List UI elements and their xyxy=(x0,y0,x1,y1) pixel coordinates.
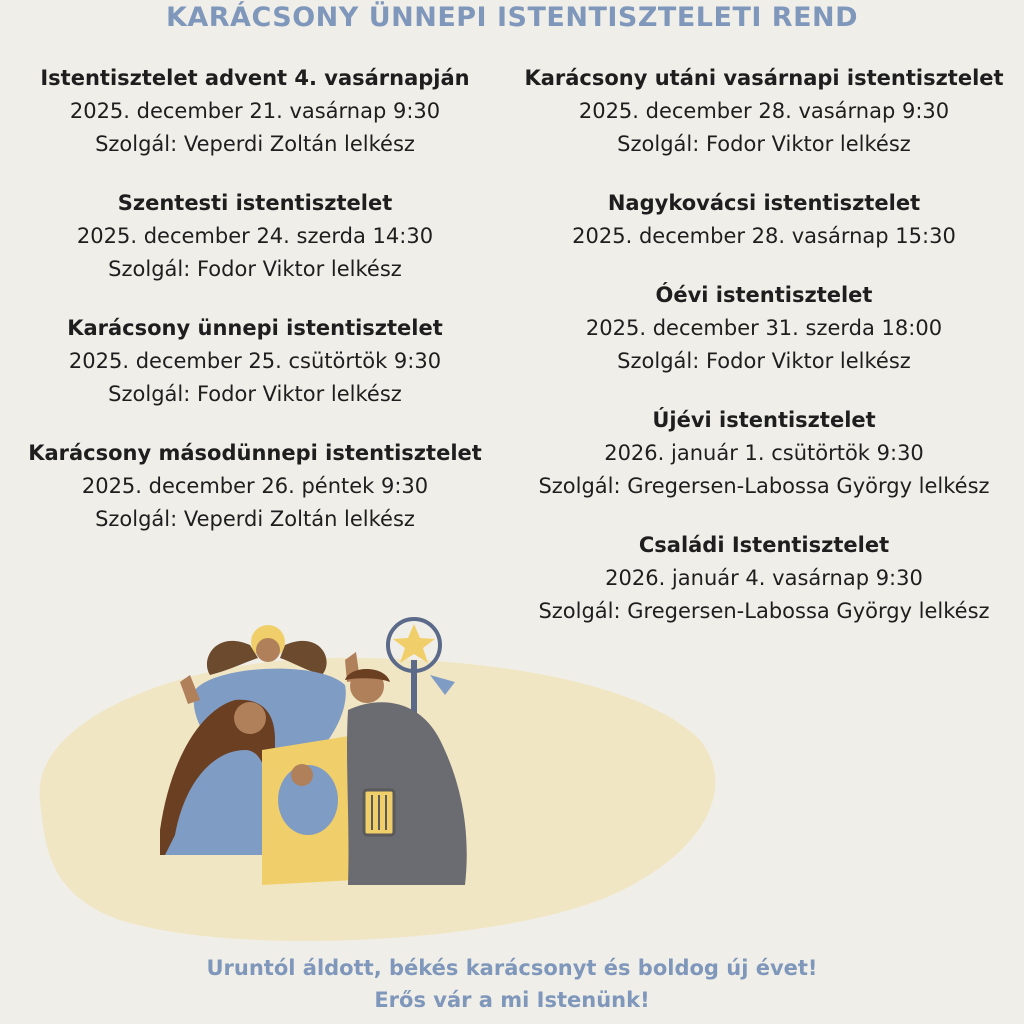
event-name: Karácsony másodünnepi istentisztelet xyxy=(28,441,482,465)
event-minister: Szolgál: Veperdi Zoltán lelkész xyxy=(95,507,415,531)
event-date: 2025. december 21. vasárnap 9:30 xyxy=(69,99,441,123)
event-new-year xyxy=(514,404,1014,503)
event-minister: Szolgál: Gregersen-Labossa György lelkész xyxy=(538,599,990,623)
event-name: Újévi istentisztelet xyxy=(652,408,876,432)
event-minister: Szolgál: Gregersen-Labossa György lelkész xyxy=(538,474,990,498)
event-date: 2026. január 4. vasárnap 9:30 xyxy=(605,566,923,590)
event-christmas-eve xyxy=(0,187,510,286)
footer-greeting xyxy=(0,952,1024,1016)
event-date: 2025. december 25. csütörtök 9:30 xyxy=(68,349,442,373)
angel-head xyxy=(256,638,280,662)
event-name: Nagykovácsi istentisztelet xyxy=(607,191,921,215)
event-name: Istentisztelet advent 4. vasárnapján xyxy=(40,66,470,90)
event-date: 2026. január 1. csütörtök 9:30 xyxy=(604,441,924,465)
footer-line-2: Erős vár a mi Istenünk! xyxy=(374,988,650,1012)
baby-head xyxy=(291,764,313,786)
left-schedule-column xyxy=(0,62,510,562)
event-nagykovacsi xyxy=(514,187,1014,253)
event-name: Családi Istentisztelet xyxy=(638,533,890,557)
page-title: KARÁCSONY ÜNNEPI ISTENTISZTELETI REND xyxy=(165,2,859,33)
event-name: Szentesti istentisztelet xyxy=(117,191,393,215)
mary-face xyxy=(234,702,266,734)
right-schedule-column xyxy=(514,62,1014,654)
event-minister: Szolgál: Fodor Viktor lelkész xyxy=(108,257,402,281)
footer-line-1: Uruntól áldott, békés karácsonyt és boldog új évet! xyxy=(206,956,818,980)
event-christmas-day xyxy=(0,312,510,411)
event-date: 2025. december 31. szerda 18:00 xyxy=(585,316,943,340)
event-name: Karácsony ünnepi istentisztelet xyxy=(67,316,443,340)
event-date: 2025. december 26. péntek 9:30 xyxy=(81,474,429,498)
event-minister: Szolgál: Veperdi Zoltán lelkész xyxy=(95,132,415,156)
event-date: 2025. december 28. vasárnap 9:30 xyxy=(578,99,950,123)
event-second-christmas-day xyxy=(0,437,510,536)
event-date: 2025. december 24. szerda 14:30 xyxy=(76,224,434,248)
star-icon xyxy=(393,624,435,663)
event-advent-4 xyxy=(0,62,510,161)
event-name: Óévi istentisztelet xyxy=(655,283,873,307)
event-minister: Szolgál: Fodor Viktor lelkész xyxy=(617,349,911,373)
event-new-years-eve xyxy=(514,279,1014,378)
event-minister: Szolgál: Fodor Viktor lelkész xyxy=(108,382,402,406)
event-date: 2025. december 28. vasárnap 15:30 xyxy=(572,224,956,248)
nativity-illustration xyxy=(0,600,1024,950)
event-sunday-after-christmas xyxy=(514,62,1014,161)
event-name: Karácsony utáni vasárnapi istentisztelet xyxy=(524,66,1004,90)
event-minister: Szolgál: Fodor Viktor lelkész xyxy=(617,132,911,156)
